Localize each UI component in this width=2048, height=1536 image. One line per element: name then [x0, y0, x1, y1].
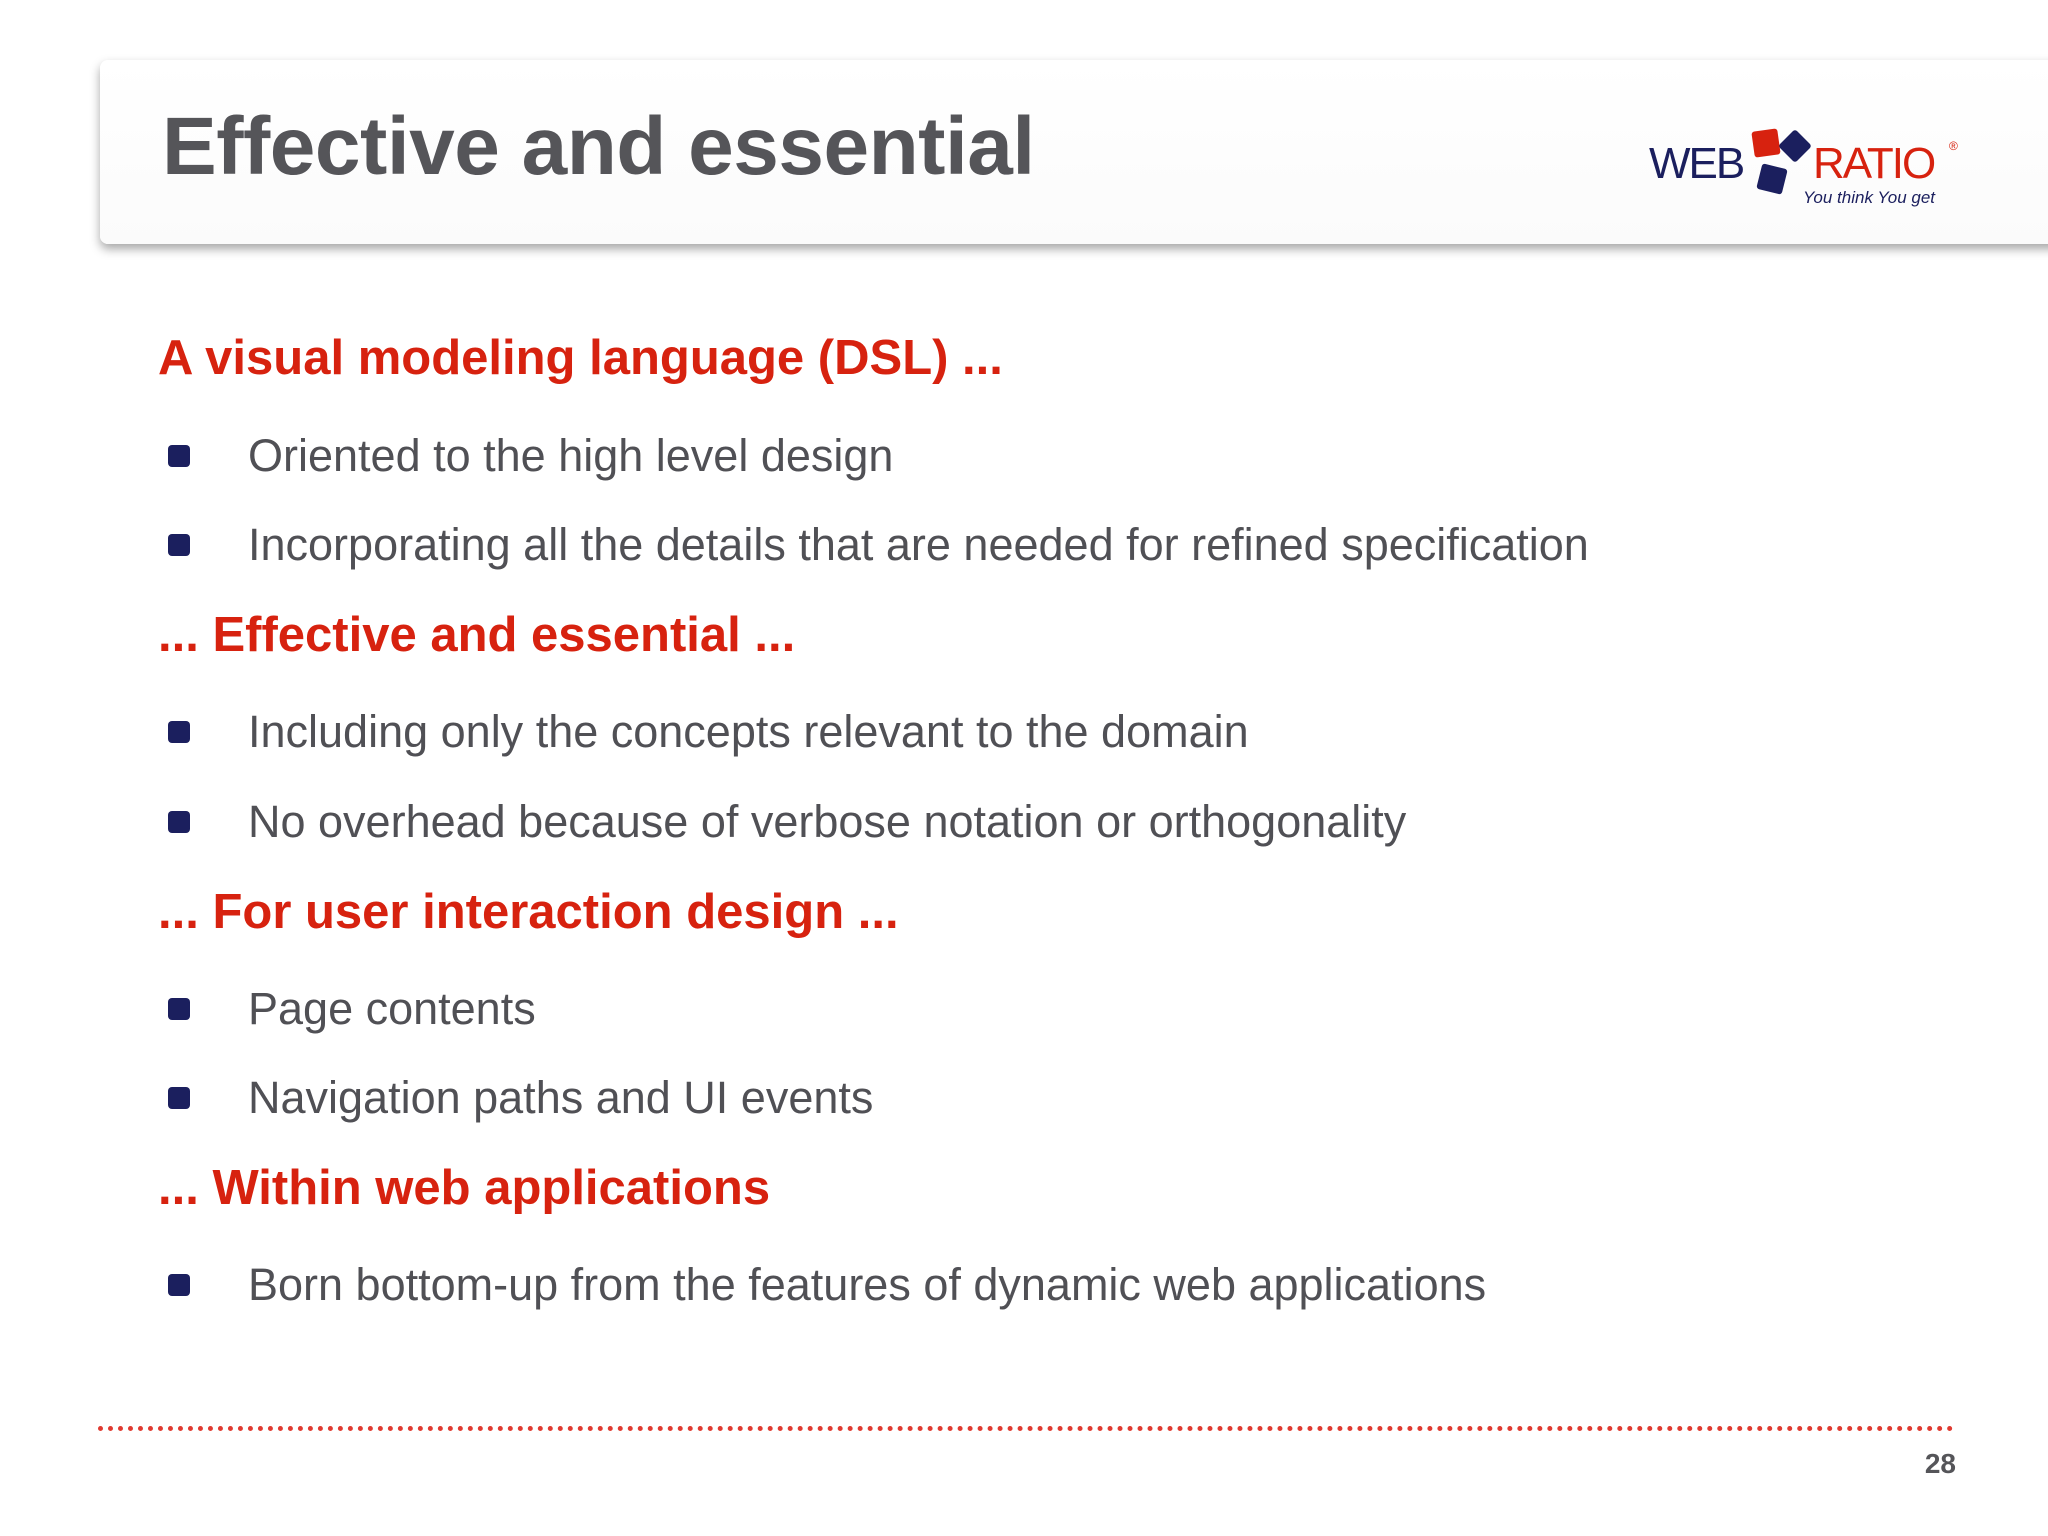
bullet-square-icon [168, 445, 190, 467]
bullet-square-icon [168, 1087, 190, 1109]
bullet-item [168, 702, 1249, 762]
bullet-item [168, 426, 893, 486]
logo-word-left: WEB [1649, 139, 1744, 188]
footer-divider [98, 1426, 1954, 1431]
bullet-square-icon [168, 998, 190, 1020]
bullet-square-icon [168, 721, 190, 743]
bullet-square-icon [168, 811, 190, 833]
bullet-text: Page contents [248, 983, 536, 1034]
bullet-text: No overhead because of verbose notation or orthogonality [248, 796, 1407, 847]
bullet-square-icon [168, 1274, 190, 1296]
section-heading-effective: ... Effective and essential ... [158, 608, 796, 662]
page-number: 28 [1924, 1448, 1956, 1479]
bullet-text: Navigation paths and UI events [248, 1072, 874, 1123]
section-heading-dsl: A visual modeling language (DSL) ... [158, 331, 1003, 385]
section-heading-interaction: ... For user interaction design ... [158, 885, 899, 939]
bullet-square-icon [168, 534, 190, 556]
logo-tagline: You think You get [1803, 188, 1936, 207]
bullet-item [168, 979, 536, 1039]
section-heading-web: ... Within web applications [158, 1161, 771, 1215]
bullet-item [168, 1068, 873, 1128]
bullet-text: Incorporating all the details that are needed for refined specification [248, 519, 1589, 570]
bullet-item [168, 792, 1406, 852]
logo-word-right: RATIO [1813, 139, 1935, 188]
slide-title: Effective and essential [162, 101, 1035, 192]
bullet-text: Born bottom-up from the features of dynamic web applications [248, 1259, 1487, 1310]
bullet-text: Oriented to the high level design [248, 430, 894, 481]
bullet-text: Including only the concepts relevant to the domain [248, 706, 1249, 757]
bullet-item [168, 1255, 1486, 1315]
logo-registered-mark: ® [1949, 139, 1958, 153]
bullet-item [168, 515, 1589, 575]
